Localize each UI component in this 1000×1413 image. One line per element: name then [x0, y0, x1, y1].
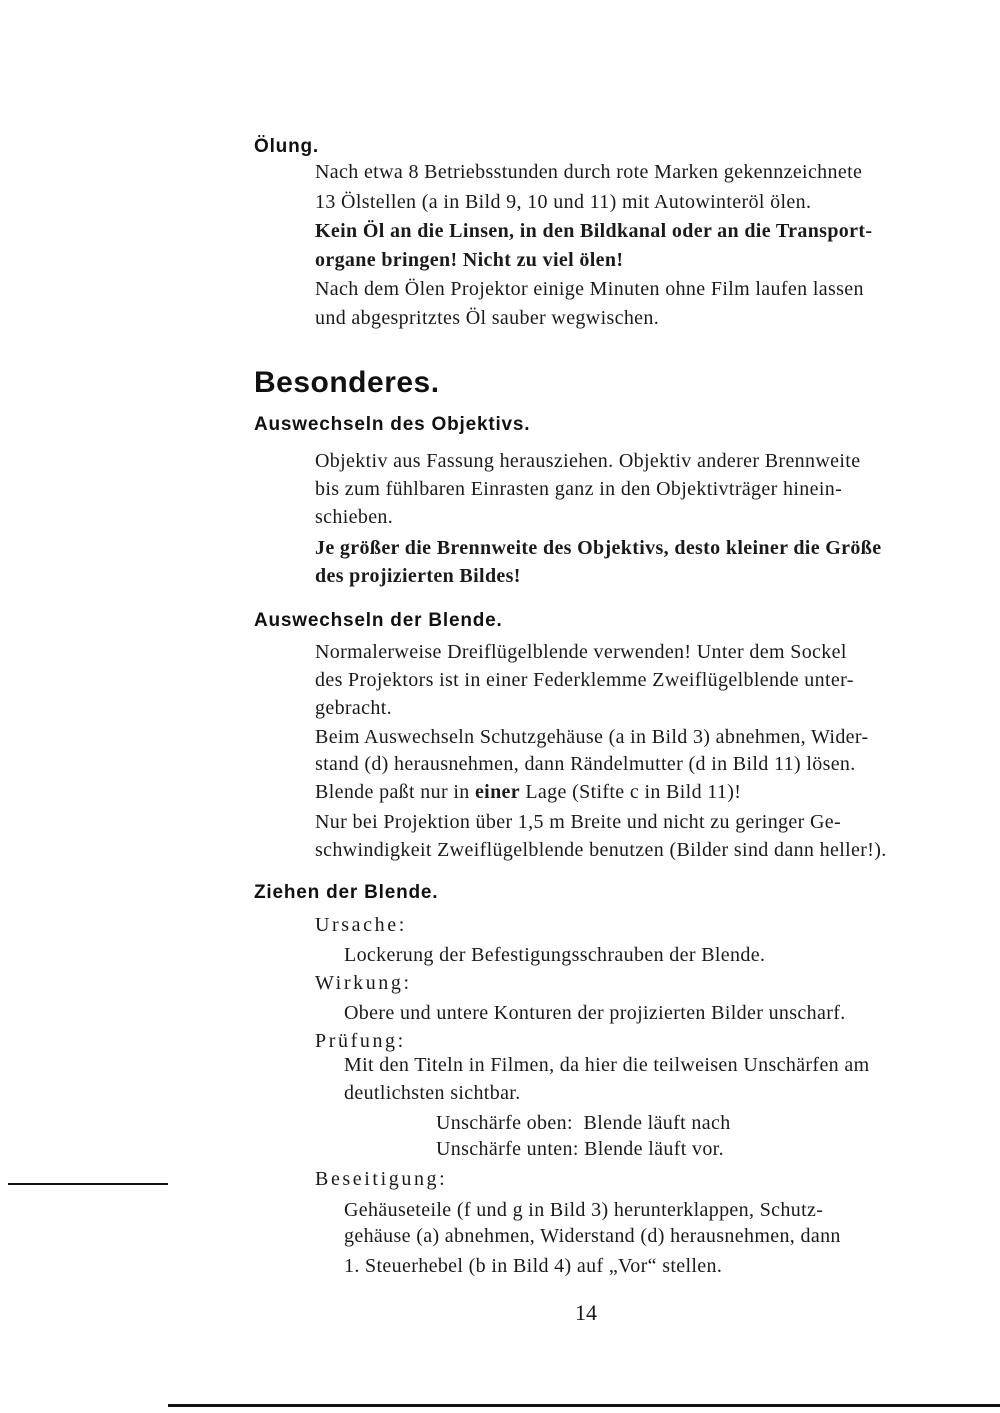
beseitigung-text: 1. Steuerhebel (b in Bild 4) auf „Vor“ stellen. — [344, 1255, 723, 1277]
margin-rule — [8, 1183, 168, 1185]
text-span-bold: einer — [474, 781, 521, 803]
pruefung-text: deutlichsten sichtbar. — [344, 1082, 521, 1104]
bottom-rule — [168, 1404, 1000, 1407]
text-line: Objektiv aus Fassung herausziehen. Objektiv anderer Brennweite — [315, 450, 861, 472]
ursache-text: Lockerung der Befestigungsschrauben der Blende. — [344, 944, 766, 966]
beseitigung-text: Gehäuseteile (f und g in Bild 3) herunterklappen, Schutz- — [344, 1199, 824, 1221]
text-line: Nach dem Ölen Projektor einige Minuten ohne Film laufen lassen — [315, 278, 864, 300]
text-line — [315, 778, 741, 808]
text-line: 13 Ölstellen (a in Bild 9, 10 und 11) mit Autowinteröl ölen. — [315, 191, 812, 213]
beseitigung-text: gehäuse (a) abnehmen, Widerstand (d) herausnehmen, dann — [344, 1225, 841, 1247]
text-line-bold: Kein Öl an die Linsen, in den Bildkanal oder an die Transport- — [315, 220, 873, 242]
text-line: stand (d) herausnehmen, dann Rändelmutter (d in Bild 11) lösen. — [315, 753, 856, 775]
text-line: schwindigkeit Zweiflügelblende benutzen (Bilder sind dann heller!). — [315, 839, 887, 861]
text-line-bold: Je größer die Brennweite des Objektivs, desto kleiner die Größe — [315, 537, 882, 559]
text-line: Nur bei Projektion über 1,5 m Breite und nicht zu geringer Ge- — [315, 811, 842, 833]
section-heading-objektiv: Auswechseln des Objektivs. — [254, 414, 531, 435]
text-line: Nach etwa 8 Betriebsstunden durch rote Marken gekennzeichnete — [315, 161, 863, 183]
unschaerfe-oben: Unschärfe oben: Blende läuft nach — [436, 1112, 731, 1134]
text-line: Normalerweise Dreiflügelblende verwenden! Unter dem Sockel — [315, 641, 847, 663]
text-line: Beim Auswechseln Schutzgehäuse (a in Bild 3) abnehmen, Wider- — [315, 726, 869, 748]
main-heading-besonderes: Besonderes. — [254, 366, 440, 399]
text-span: Lage (Stifte c in Bild 11)! — [520, 781, 742, 803]
section-heading-oelung: Ölung. — [254, 136, 319, 157]
label-ursache: Ursache: — [315, 914, 407, 936]
label-pruefung: Prüfung: — [315, 1030, 406, 1052]
unschaerfe-unten: Unschärfe unten: Blende läuft vor. — [436, 1138, 724, 1160]
text-line: gebracht. — [315, 697, 392, 719]
text-line-bold: organe bringen! Nicht zu viel ölen! — [315, 249, 624, 271]
text-line: und abgespritztes Öl sauber wegwischen. — [315, 307, 660, 329]
text-line: bis zum fühlbaren Einrasten ganz in den Objektivträger hinein- — [315, 478, 843, 500]
wirkung-text: Obere und untere Konturen der projizierten Bilder unscharf. — [344, 1002, 846, 1024]
label-wirkung: Wirkung: — [315, 972, 412, 994]
text-line: des Projektors ist in einer Federklemme Zweiflügelblende unter- — [315, 669, 854, 691]
text-line-bold: des projizierten Bildes! — [315, 565, 521, 587]
section-heading-ziehen: Ziehen der Blende. — [254, 882, 439, 903]
text-line: schieben. — [315, 506, 394, 528]
label-beseitigung: Beseitigung: — [315, 1168, 448, 1190]
pruefung-text: Mit den Titeln in Filmen, da hier die teilweisen Unschärfen am — [344, 1054, 870, 1076]
section-heading-blende: Auswechseln der Blende. — [254, 610, 503, 631]
text-span: Blende paßt nur in — [315, 781, 475, 803]
page-number: 14 — [575, 1300, 597, 1325]
